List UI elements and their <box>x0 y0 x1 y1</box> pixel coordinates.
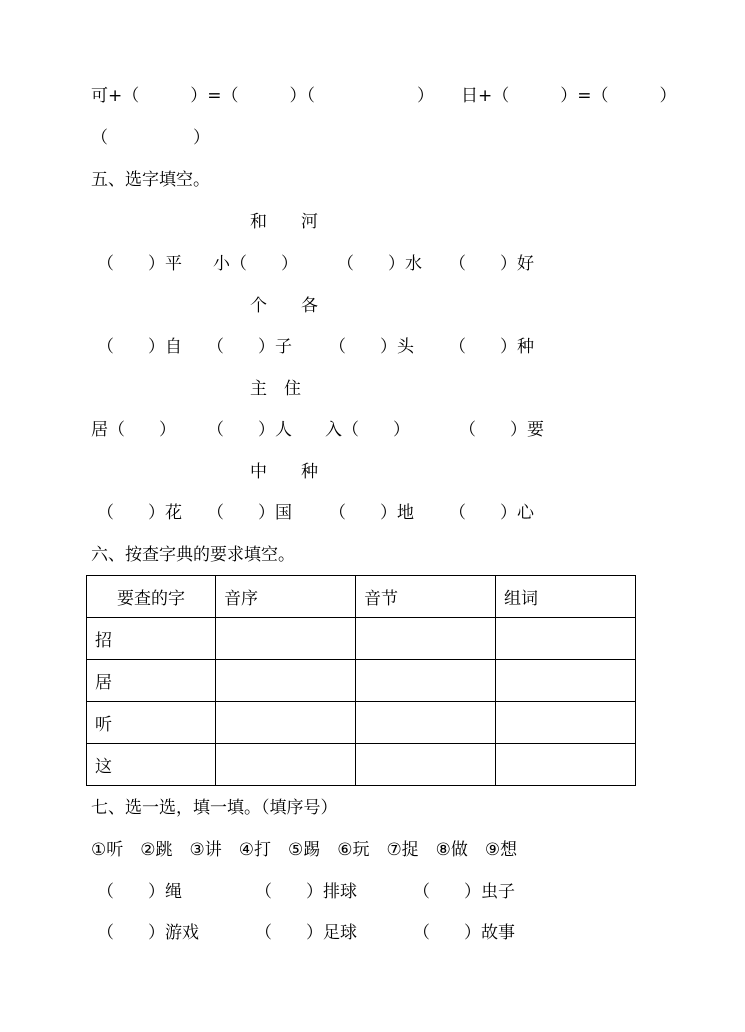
blank-3d: （ ）要 <box>459 420 544 440</box>
table-row <box>87 618 636 660</box>
answer-cell[interactable] <box>496 660 636 702</box>
verb-blank-2a: （ ）游戏 <box>97 923 199 943</box>
header-syllable: 音节 <box>356 576 496 618</box>
answer-cell[interactable] <box>356 702 496 744</box>
section-5-title: 五、选字填空。 <box>91 170 210 190</box>
row-char: 招 <box>87 618 216 660</box>
table-row <box>87 660 636 702</box>
answer-cell[interactable] <box>216 702 356 744</box>
blank-1d: （ ）好 <box>449 254 534 274</box>
blank-2a: （ ）自 <box>97 337 182 357</box>
compose-line-1b: 日+（ ）=（ ） <box>461 86 677 106</box>
table-row <box>87 744 636 786</box>
blank-4a: （ ）花 <box>97 503 182 523</box>
header-initial: 音序 <box>216 576 356 618</box>
header-word: 组词 <box>496 576 636 618</box>
blank-3b: （ ）人 <box>207 420 292 440</box>
answer-cell[interactable] <box>356 618 496 660</box>
blank-1a: （ ）平 <box>97 254 182 274</box>
verb-blank-2c: （ ）故事 <box>413 923 515 943</box>
blank-1b: 小（ ） <box>213 254 298 274</box>
answer-cell[interactable] <box>356 660 496 702</box>
section-7-title: 七、选一选，填一填。（填序号） <box>91 798 338 818</box>
char-pair-4: 中 种 <box>250 462 318 482</box>
verb-blank-1b: （ ）排球 <box>255 882 357 902</box>
answer-cell[interactable] <box>496 702 636 744</box>
blank-2b: （ ）子 <box>207 337 292 357</box>
blank-4c: （ ）地 <box>329 503 414 523</box>
char-pair-2: 个 各 <box>250 296 318 316</box>
row-char: 居 <box>87 660 216 702</box>
verb-blank-1a: （ ）绳 <box>97 882 182 902</box>
blank-4b: （ ）国 <box>207 503 292 523</box>
dictionary-table <box>86 575 636 786</box>
compose-line-2: （ ） <box>91 128 210 148</box>
answer-cell[interactable] <box>216 744 356 786</box>
blank-2d: （ ）种 <box>449 337 534 357</box>
blank-3a: 居（ ） <box>91 420 176 440</box>
answer-cell[interactable] <box>496 744 636 786</box>
section-6-title: 六、按查字典的要求填空。 <box>91 545 295 565</box>
verb-blank-2b: （ ）足球 <box>255 923 357 943</box>
blank-2c: （ ）头 <box>329 337 414 357</box>
blank-4d: （ ）心 <box>449 503 534 523</box>
compose-line-1a: 可+（ ）=（ ）（ ） <box>91 86 434 106</box>
table-row <box>87 702 636 744</box>
blank-1c: （ ）水 <box>337 254 422 274</box>
blank-3c: 入（ ） <box>325 420 410 440</box>
header-char: 要查的字 <box>87 576 216 618</box>
verb-blank-1c: （ ）虫子 <box>413 882 515 902</box>
table-header-row <box>87 576 636 618</box>
answer-cell[interactable] <box>496 618 636 660</box>
row-char: 听 <box>87 702 216 744</box>
answer-cell[interactable] <box>356 744 496 786</box>
row-char: 这 <box>87 744 216 786</box>
verb-options: ①听 ②跳 ③讲 ④打 ⑤踢 ⑥玩 ⑦捉 ⑧做 ⑨想 <box>91 840 518 860</box>
char-pair-1: 和 河 <box>250 212 318 232</box>
answer-cell[interactable] <box>216 618 356 660</box>
answer-cell[interactable] <box>216 660 356 702</box>
char-pair-3: 主 住 <box>250 379 301 399</box>
